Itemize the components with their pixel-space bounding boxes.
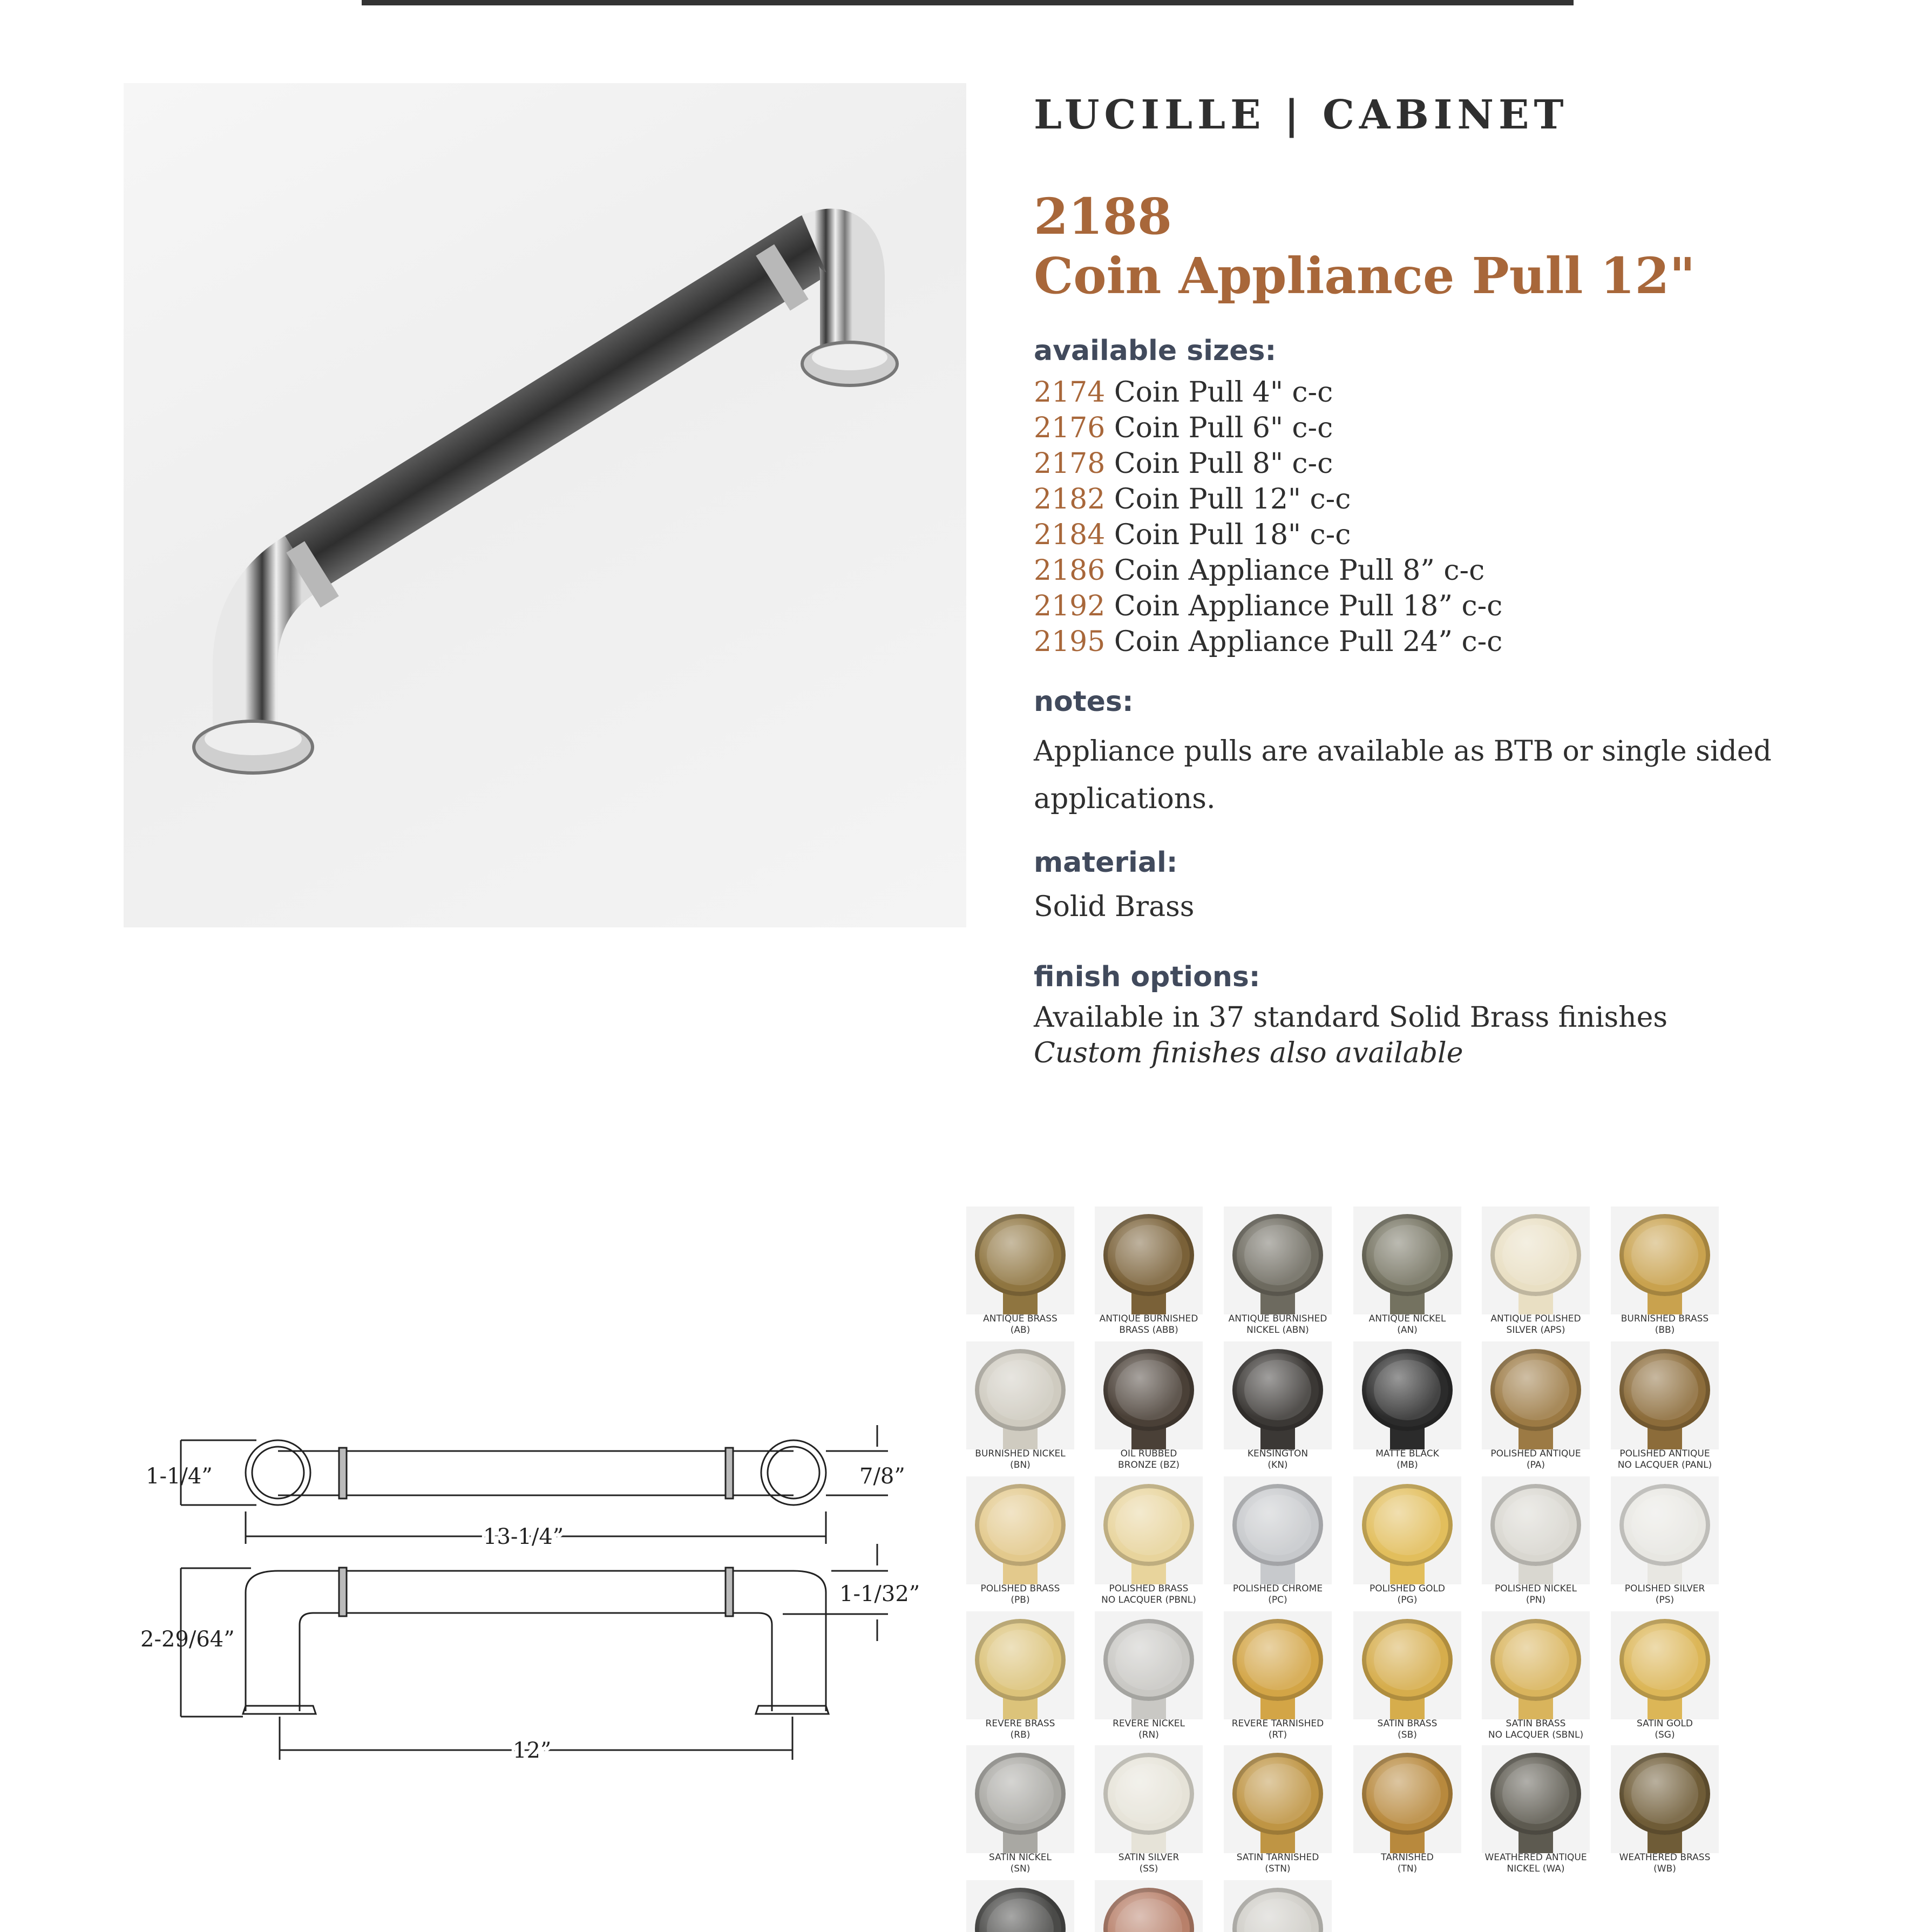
finish-label (1089, 1448, 1208, 1471)
knob-cap (1362, 1619, 1453, 1701)
dim-top-height: 1-1/4” (146, 1464, 213, 1489)
finish-knob-image (1095, 1341, 1203, 1449)
finish-code: (WB) (1653, 1863, 1676, 1874)
finish-name: BURNISHED NICKEL (975, 1448, 1066, 1459)
finish-knob-image (1353, 1611, 1461, 1719)
finish-code: (AB) (1010, 1325, 1031, 1336)
finish-swatch (1224, 1611, 1332, 1744)
finish-code: NO LACQUER (SBNL) (1488, 1730, 1584, 1740)
finish-name: WEATHERED ANTIQUE (1484, 1852, 1587, 1863)
finish-name: MATTE BLACK (1375, 1448, 1439, 1459)
finish-code: (PA) (1526, 1460, 1545, 1470)
finish-knob-image (1095, 1880, 1203, 1932)
finish-knob-image (1482, 1745, 1590, 1853)
size-item (1034, 517, 1502, 553)
finish-label (966, 1852, 1080, 1875)
finish-swatch (1611, 1341, 1719, 1474)
finish-label (1089, 1313, 1208, 1336)
finish-label (1348, 1718, 1467, 1741)
finish-name: REVERE BRASS (985, 1718, 1055, 1729)
size-code: 2195 (1034, 626, 1106, 658)
knob-cap (1232, 1214, 1323, 1296)
finish-knob-image (1095, 1206, 1203, 1314)
knob-cap (1232, 1349, 1323, 1431)
finish-swatch-grid (966, 1206, 1722, 1932)
finish-knob-image (1224, 1745, 1332, 1853)
finish-label (1218, 1583, 1337, 1606)
finish-knob-image (1353, 1745, 1461, 1853)
knob-cap (1490, 1349, 1581, 1431)
knob-cap (975, 1349, 1066, 1431)
size-item (1034, 553, 1502, 588)
knob-cap (1619, 1349, 1710, 1431)
finish-label (1218, 1313, 1337, 1336)
knob-cap (1619, 1619, 1710, 1701)
size-code: 2176 (1034, 412, 1106, 444)
finish-code: (PB) (1011, 1595, 1030, 1605)
finish-swatch (966, 1880, 1074, 1932)
knob-cap (1362, 1214, 1453, 1296)
knob-cap (975, 1888, 1066, 1932)
finish-name: POLISHED GOLD (1369, 1583, 1446, 1594)
finish-knob-image (1482, 1476, 1590, 1584)
finish-swatch (1095, 1611, 1203, 1744)
finish-label (1605, 1583, 1722, 1606)
finish-swatch (1353, 1341, 1461, 1474)
knob-cap (1103, 1484, 1194, 1566)
dimension-drawing-svg (135, 1414, 945, 1771)
finish-swatch (1482, 1476, 1590, 1609)
finish-swatch (1611, 1745, 1719, 1878)
size-code: 2178 (1034, 448, 1106, 480)
finish-knob-image (1482, 1206, 1590, 1314)
finish-code: (KN) (1267, 1460, 1288, 1470)
finish-code: (PS) (1655, 1595, 1675, 1605)
finish-code: (SS) (1139, 1863, 1158, 1874)
size-item (1034, 482, 1502, 517)
finish-swatch (966, 1611, 1074, 1744)
finish-name: POLISHED BRASS (1109, 1583, 1189, 1594)
dim-projection: 2-29/64” (140, 1627, 235, 1652)
size-text: Coin Pull 8" c-c (1114, 448, 1333, 480)
finish-name: SATIN BRASS (1377, 1718, 1438, 1729)
sizes-list (1034, 375, 1502, 660)
knob-cap (1490, 1753, 1581, 1835)
finish-code: NO LACQUER (PBNL) (1101, 1595, 1196, 1605)
dimension-drawing (135, 1414, 945, 1771)
size-text: Coin Appliance Pull 24” c-c (1114, 626, 1503, 658)
material-heading: material: (1034, 846, 1178, 879)
knob-cap (1362, 1349, 1453, 1431)
product-photo (124, 83, 966, 927)
finish-code: (PN) (1526, 1595, 1546, 1605)
finish-knob-image (1611, 1745, 1719, 1853)
finish-code: (PC) (1268, 1595, 1287, 1605)
finish-code: (RN) (1138, 1730, 1159, 1740)
finish-label (1218, 1852, 1337, 1875)
finish-swatch (1224, 1206, 1332, 1339)
finish-label (1476, 1852, 1595, 1875)
finish-text (1034, 1000, 1667, 1071)
finish-name: POLISHED CHROME (1232, 1583, 1323, 1594)
finish-code: (SN) (1010, 1863, 1031, 1874)
finish-label (1348, 1448, 1467, 1471)
finish-swatch (1611, 1206, 1719, 1339)
finish-code: SILVER (APS) (1506, 1325, 1565, 1336)
knob-cap (1103, 1619, 1194, 1701)
finish-knob-image (966, 1476, 1074, 1584)
finish-name: SATIN BRASS (1506, 1718, 1566, 1729)
knob-cap (1490, 1484, 1581, 1566)
finish-label (1348, 1583, 1467, 1606)
product-sku: 2188 (1034, 187, 1172, 246)
knob-cap (975, 1619, 1066, 1701)
finish-name: SATIN SILVER (1118, 1852, 1179, 1863)
finish-code: (SG) (1655, 1730, 1675, 1740)
finish-label (1348, 1313, 1467, 1336)
finish-swatch (1224, 1880, 1332, 1932)
finish-swatch (1095, 1341, 1203, 1474)
finish-swatch (1353, 1476, 1461, 1609)
size-code: 2192 (1034, 590, 1106, 622)
knob-cap (975, 1484, 1066, 1566)
finish-label (1605, 1313, 1722, 1336)
finish-heading: finish options: (1034, 961, 1260, 993)
finish-code: NICKEL (WA) (1507, 1863, 1565, 1874)
finish-name: ANTIQUE BRASS (983, 1313, 1057, 1324)
knob-cap (1103, 1888, 1194, 1932)
finish-label (1089, 1718, 1208, 1741)
finish-knob-image (966, 1745, 1074, 1853)
knob-cap (1490, 1619, 1581, 1701)
finish-swatch (1482, 1341, 1590, 1474)
finish-swatch (1224, 1476, 1332, 1609)
finish-swatch (1224, 1745, 1332, 1878)
finish-code: (BN) (1010, 1460, 1031, 1470)
size-item (1034, 446, 1502, 482)
finish-name: REVERE TARNISHED (1231, 1718, 1324, 1729)
finish-swatch (1482, 1611, 1590, 1744)
finish-knob-image (1482, 1341, 1590, 1449)
finish-knob-image (1353, 1206, 1461, 1314)
finish-knob-image (1482, 1611, 1590, 1719)
finish-knob-image (1353, 1341, 1461, 1449)
finish-line: Available in 37 standard Solid Brass finishes (1034, 1001, 1668, 1034)
finish-code: (RB) (1010, 1730, 1031, 1740)
finish-knob-image (966, 1880, 1074, 1932)
finish-swatch (1611, 1611, 1719, 1744)
finish-swatch (1095, 1880, 1203, 1932)
finish-swatch (966, 1341, 1074, 1474)
knob-cap (1232, 1888, 1323, 1932)
finish-swatch (1482, 1206, 1590, 1339)
finish-code: (RT) (1268, 1730, 1287, 1740)
finish-name: WEATHERED BRASS (1619, 1852, 1711, 1863)
notes-text (1034, 728, 1772, 823)
finish-label (1089, 1583, 1208, 1606)
finish-name: POLISHED BRASS (980, 1583, 1060, 1594)
product-name: Coin Appliance Pull 12" (1034, 247, 1696, 305)
size-code: 2184 (1034, 519, 1106, 551)
knob-cap (1619, 1214, 1710, 1296)
finish-swatch (1095, 1476, 1203, 1609)
finish-label (966, 1583, 1080, 1606)
finish-label (1089, 1852, 1208, 1875)
dim-overall-length: 13-1/4” (483, 1524, 564, 1549)
knob-cap (1232, 1753, 1323, 1835)
finish-swatch (1482, 1745, 1590, 1878)
size-text: Coin Pull 4" c-c (1114, 376, 1333, 409)
finish-label (966, 1313, 1080, 1336)
finish-name: OIL RUBBED (1120, 1448, 1177, 1459)
finish-name: SATIN NICKEL (989, 1852, 1052, 1863)
finish-knob-image (1611, 1206, 1719, 1314)
finish-name: TARNISHED (1381, 1852, 1434, 1863)
material-value: Solid Brass (1034, 891, 1195, 923)
finish-swatch (966, 1476, 1074, 1609)
finish-label (1605, 1718, 1722, 1741)
finish-knob-image (1224, 1611, 1332, 1719)
finish-code: BRASS (ABB) (1119, 1325, 1178, 1336)
size-text: Coin Pull 18" c-c (1114, 519, 1351, 551)
finish-name: POLISHED SILVER (1624, 1583, 1705, 1594)
size-text: Coin Appliance Pull 8” c-c (1114, 554, 1485, 587)
size-item (1034, 410, 1502, 446)
finish-knob-image (1611, 1476, 1719, 1584)
finish-knob-image (1224, 1341, 1332, 1449)
knob-cap (1619, 1753, 1710, 1835)
finish-label (1218, 1448, 1337, 1471)
finish-knob-image (1224, 1476, 1332, 1584)
finish-code: (STN) (1265, 1863, 1291, 1874)
size-item (1034, 375, 1502, 410)
size-item (1034, 624, 1502, 660)
knob-cap (975, 1753, 1066, 1835)
finish-label (1348, 1852, 1467, 1875)
finish-knob-image (1095, 1476, 1203, 1584)
size-text: Coin Pull 6" c-c (1114, 412, 1333, 444)
finish-name: BURNISHED BRASS (1621, 1313, 1709, 1324)
finish-swatch (1611, 1476, 1719, 1609)
size-code: 2182 (1034, 483, 1106, 516)
finish-code: (PG) (1397, 1595, 1418, 1605)
finish-swatch (1353, 1745, 1461, 1878)
sizes-heading: available sizes: (1034, 335, 1277, 367)
finish-swatch (966, 1206, 1074, 1339)
finish-name: SATIN GOLD (1636, 1718, 1693, 1729)
finish-code: (AN) (1397, 1325, 1418, 1336)
finish-name: REVERE NICKEL (1113, 1718, 1185, 1729)
finish-knob-image (966, 1611, 1074, 1719)
finish-name: KENSINGTON (1247, 1448, 1309, 1459)
finish-name: POLISHED ANTIQUE (1490, 1448, 1581, 1459)
finish-label (1476, 1313, 1595, 1336)
size-code: 2186 (1034, 554, 1106, 587)
finish-knob-image (1353, 1476, 1461, 1584)
knob-cap (1103, 1214, 1194, 1296)
finish-knob-image (1224, 1880, 1332, 1932)
finish-knob-image (1611, 1611, 1719, 1719)
size-item (1034, 588, 1502, 624)
knob-cap (1232, 1484, 1323, 1566)
finish-label (1476, 1448, 1595, 1471)
finish-label (1476, 1583, 1595, 1606)
size-code: 2174 (1034, 376, 1106, 409)
finish-label (1605, 1448, 1722, 1471)
finish-name: POLISHED ANTIQUE (1619, 1448, 1710, 1459)
finish-knob-image (966, 1341, 1074, 1449)
knob-cap (1232, 1619, 1323, 1701)
size-text: Coin Pull 12" c-c (1114, 483, 1351, 516)
finish-custom-note: Custom finishes also available (1034, 1037, 1463, 1069)
cabinet-pull-photo (124, 83, 966, 927)
finish-name: ANTIQUE BURNISHED (1228, 1313, 1327, 1324)
knob-cap (1362, 1753, 1453, 1835)
finish-knob-image (966, 1206, 1074, 1314)
notes-heading: notes: (1034, 686, 1134, 718)
knob-cap (1490, 1214, 1581, 1296)
finish-label (1605, 1852, 1722, 1875)
notes-line: Appliance pulls are available as BTB or single sided (1034, 735, 1772, 768)
finish-swatch (966, 1745, 1074, 1878)
finish-swatch (1224, 1341, 1332, 1474)
knob-cap (1362, 1484, 1453, 1566)
finish-label (966, 1718, 1080, 1741)
dim-post-height: 1-1/32” (839, 1582, 920, 1606)
finish-code: (MB) (1397, 1460, 1418, 1470)
finish-swatch (1353, 1206, 1461, 1339)
finish-knob-image (1095, 1745, 1203, 1853)
size-text: Coin Appliance Pull 18” c-c (1114, 590, 1503, 622)
knob-cap (1103, 1349, 1194, 1431)
finish-swatch (1353, 1611, 1461, 1744)
finish-knob-image (1224, 1206, 1332, 1314)
dim-bar-diameter: 7/8” (859, 1464, 905, 1489)
finish-code: (SB) (1398, 1730, 1417, 1740)
finish-name: POLISHED NICKEL (1495, 1583, 1577, 1594)
finish-swatch (1095, 1745, 1203, 1878)
finish-code: NO LACQUER (PANL) (1617, 1460, 1712, 1470)
finish-knob-image (1611, 1341, 1719, 1449)
top-rule (362, 0, 1574, 5)
finish-label (1218, 1718, 1337, 1741)
finish-code: NICKEL (ABN) (1246, 1325, 1309, 1336)
finish-label (1476, 1718, 1595, 1741)
dim-center-to-center: 12” (513, 1738, 552, 1763)
finish-name: SATIN TARNISHED (1236, 1852, 1319, 1863)
finish-knob-image (1095, 1611, 1203, 1719)
finish-code: (TN) (1397, 1863, 1418, 1874)
finish-name: ANTIQUE BURNISHED (1099, 1313, 1198, 1324)
finish-name: ANTIQUE NICKEL (1368, 1313, 1446, 1324)
finish-swatch (1095, 1206, 1203, 1339)
brand-title: LUCILLE | CABINET (1034, 92, 1569, 138)
knob-cap (1103, 1753, 1194, 1835)
finish-code: BRONZE (BZ) (1118, 1460, 1179, 1470)
finish-code: (BB) (1655, 1325, 1675, 1336)
notes-line: applications. (1034, 783, 1216, 815)
knob-cap (1619, 1484, 1710, 1566)
finish-name: ANTIQUE POLISHED (1490, 1313, 1581, 1324)
finish-label (966, 1448, 1080, 1471)
knob-cap (975, 1214, 1066, 1296)
